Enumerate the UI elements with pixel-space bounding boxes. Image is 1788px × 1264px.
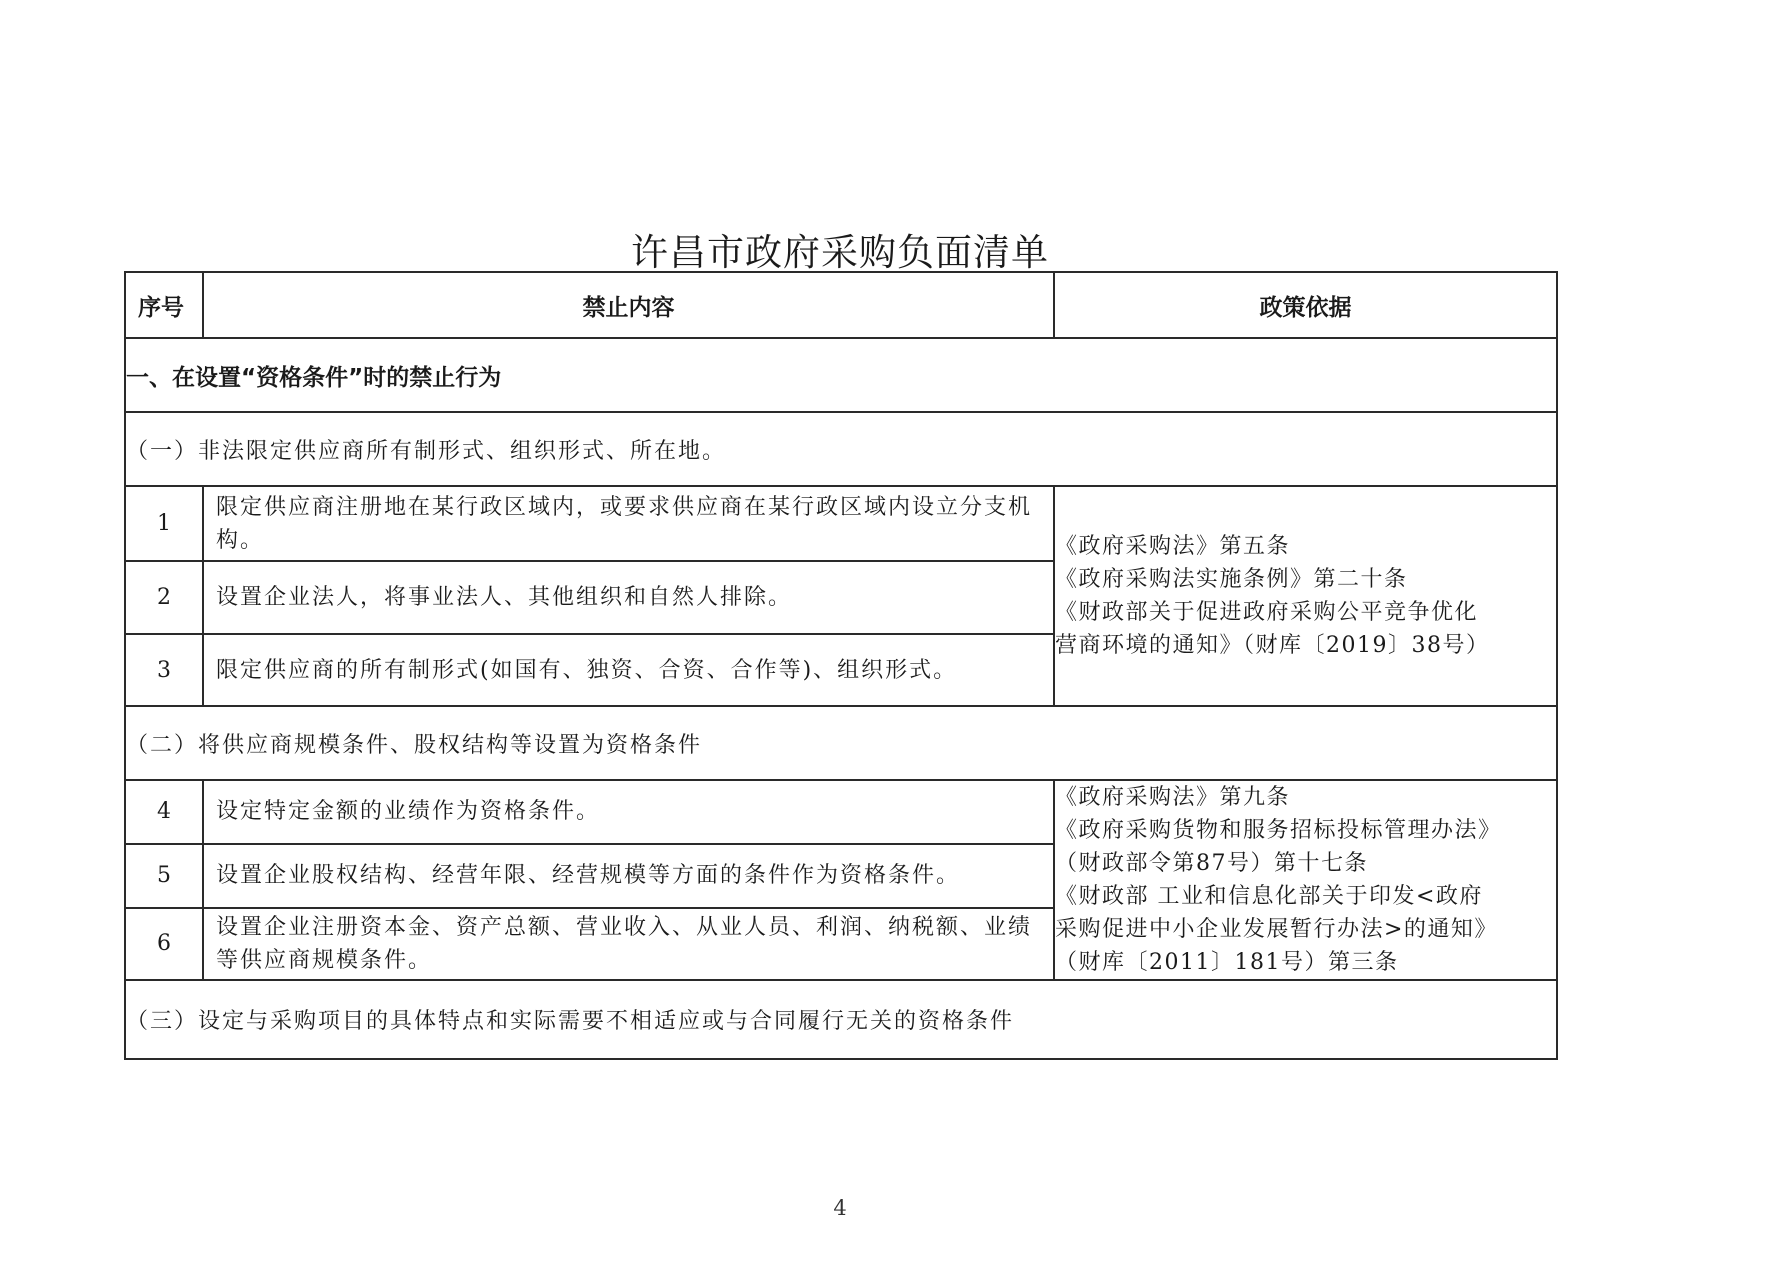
policy-basis-line: 营商环境的通知》（财库〔2019〕38号） [1055,633,1490,658]
policy-basis-line: （财政部令第87号）第十七条 [1055,851,1368,876]
table-row [125,486,1557,561]
policy-basis-line: 《政府采购货物和服务招标投标管理办法》 [1055,818,1502,843]
subsection-label: （二）将供应商规模条件、股权结构等设置为资格条件 [125,706,1557,780]
policy-basis-line: 《政府采购法实施条例》第二十条 [1055,567,1408,592]
document-title: 许昌市政府采购负面清单 [631,231,1049,274]
item-number: 6 [125,908,203,980]
item-content: 设置企业股权结构、经营年限、经营规模等方面的条件作为资格条件。 [203,844,1054,908]
item-number: 1 [125,486,203,561]
item-content: 设定特定金额的业绩作为资格条件。 [203,780,1054,844]
subsection-label: （三）设定与采购项目的具体特点和实际需要不相适应或与合同履行无关的资格条件 [125,980,1557,1059]
item-content: 限定供应商的所有制形式(如国有、独资、合资、合作等)、组织形式。 [203,634,1054,706]
negative-list-table [124,271,1558,1060]
table-row [125,780,1557,844]
subsection-row [125,706,1557,780]
policy-basis-line: 《财政部 工业和信息化部关于印发<政府 [1055,884,1483,909]
item-content: 限定供应商注册地在某行政区域内，或要求供应商在某行政区域内设立分支机构。 [203,486,1054,561]
page-number: 4 [833,1196,847,1220]
item-content: 设置企业注册资本金、资产总额、营业收入、从业人员、利润、纳税额、业绩等供应商规模条件。 [203,908,1054,980]
header-policy-basis: 政策依据 [1054,272,1557,338]
policy-basis-line: 《政府采购法》第九条 [1055,785,1291,810]
item-number: 4 [125,780,203,844]
subsection-row [125,980,1557,1059]
section-label: 一、在设置“资格条件”时的禁止行为 [125,338,1557,412]
item-number: 2 [125,561,203,634]
item-content: 设置企业法人，将事业法人、其他组织和自然人排除。 [203,561,1054,634]
table-header-row [125,272,1557,338]
subsection-row [125,412,1557,486]
policy-basis-cell [1054,780,1557,980]
item-number: 3 [125,634,203,706]
header-prohibited-content: 禁止内容 [203,272,1054,338]
policy-basis-line: 《财政部关于促进政府采购公平竞争优化 [1055,600,1479,625]
section-row [125,338,1557,412]
header-serial-number: 序号 [125,272,203,338]
item-number: 5 [125,844,203,908]
policy-basis-line: （财库〔2011〕181号）第三条 [1055,950,1399,975]
policy-basis-line: 《政府采购法》第五条 [1055,534,1291,559]
subsection-label: （一）非法限定供应商所有制形式、组织形式、所在地。 [125,412,1557,486]
policy-basis-cell [1054,486,1557,706]
policy-basis-line: 采购促进中小企业发展暂行办法>的通知》 [1055,917,1498,942]
